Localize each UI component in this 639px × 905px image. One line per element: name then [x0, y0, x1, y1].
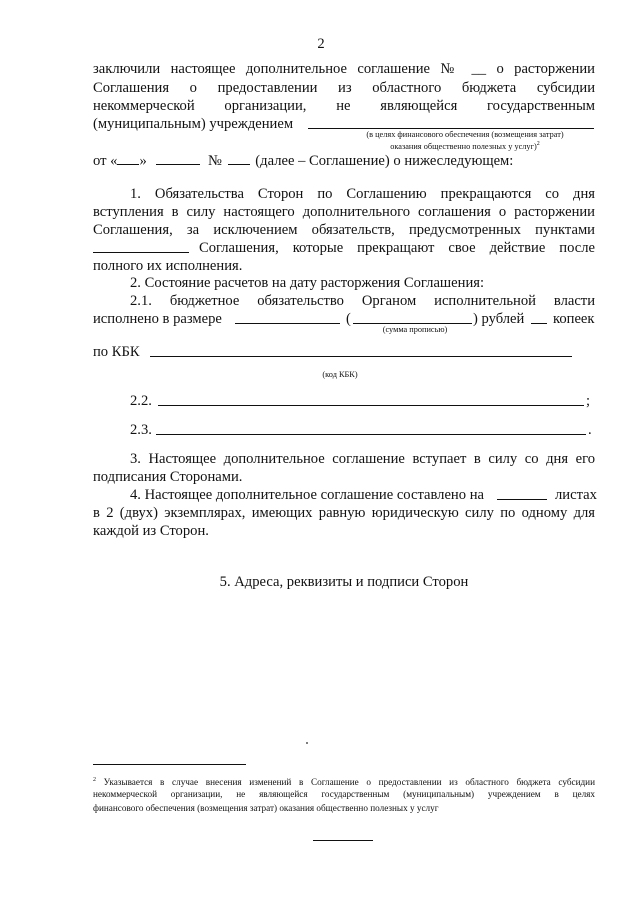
clause1-line-1: 1. Обязательства Сторон по Соглашению прекращаются со дня: [130, 186, 595, 202]
clause2-heading: 2. Состояние расчетов на дату расторжения Соглашения:: [130, 275, 485, 291]
kopecks-blank-line: [531, 323, 547, 324]
kbk-label: по КБК: [93, 344, 140, 360]
footnote-line-1: $^2$ Указывается в случае внесения изменений в Соглашение о предоставлении из областного бюджета субсидии: [93, 777, 596, 788]
clause1-line-5: полного их исполнения.: [93, 258, 243, 274]
clause2-1-amount-label: исполнено в размере: [93, 311, 222, 327]
clause1-line-2: вступления в силу настоящего дополнительного соглашения о расторжении: [93, 204, 595, 220]
clause2-3-label: 2.3.: [130, 422, 152, 438]
kopecks-label: копеек: [553, 311, 595, 327]
section5-heading: 5. Адреса, реквизиты и подписи Сторон: [219, 574, 469, 590]
clause3-line-2: подписания Сторонами.: [93, 469, 243, 485]
footnote-line-3: финансового обеспечения (возмещения затрат) оказания общественно полезных у услуг: [93, 803, 439, 813]
amount-words-blank-line: [353, 323, 472, 324]
clause1-line-4: Соглашения, которые прекращают свое действие после: [199, 240, 595, 256]
kbk-caption: (код КБК): [322, 370, 358, 379]
clause2-2-label: 2.2.: [130, 393, 152, 409]
clause2-3-end: .: [588, 422, 592, 438]
intro-note-line-1: (в целях финансового обеспечения (возмещения затрат): [366, 130, 564, 139]
page-number: 2: [317, 36, 325, 52]
sheets-blank-line: [497, 499, 547, 500]
number-blank: [228, 150, 250, 165]
bottom-rule: [313, 840, 373, 841]
kbk-blank-line: [150, 356, 572, 357]
amount-blank-line: [235, 323, 340, 324]
sheets-label: листах: [555, 487, 597, 503]
clause4-line-3: каждой из Сторон.: [93, 523, 209, 539]
paren-open: (: [346, 311, 351, 327]
clause4-line-1: 4. Настоящее дополнительное соглашение составлено на: [130, 487, 484, 503]
organization-blank-line: [308, 128, 594, 129]
intro-line-2: Соглашения о предоставлении из областного бюджета субсидии: [93, 80, 595, 96]
intro-line-1: заключили настоящее дополнительное соглашение № __ о расторжении: [93, 61, 595, 77]
clause4-line-2: в 2 (двух) экземплярах, имеющих равную юридическую силу по одному для: [93, 505, 595, 521]
clause2-3-blank-line: [156, 434, 586, 435]
intro-note-line-2: оказания общественно полезных у услуг)$^2$: [390, 141, 540, 151]
footnote-line-2: некоммерческой организации, не являющейся государственным (муниципальным) учреждением в целях: [93, 789, 595, 799]
rubles-label: ) рублей: [473, 311, 525, 327]
clause2-1-line-1: 2.1. бюджетное обязательство Органом исполнительной власти: [130, 293, 595, 309]
clause1-line-3: Соглашения, за исключением обязательств, предусмотренных пунктами: [93, 222, 595, 238]
stray-dot: [306, 742, 308, 744]
clause2-2-end: ;: [586, 393, 591, 409]
clauses-blank-line: [93, 252, 189, 253]
intro-line-3: некоммерческой организации, не являющейся государственным: [93, 98, 595, 114]
clause3-line-1: 3. Настоящее дополнительное соглашение вступает в силу со дня его: [130, 451, 595, 467]
sum-in-words-caption: (сумма прописью): [382, 325, 448, 334]
clause2-2-blank-line: [158, 405, 584, 406]
footnote-separator: [93, 764, 246, 765]
date-line: от « » № (далее – Соглашение) о нижеследующем:: [93, 150, 513, 170]
intro-line-4: (муниципальным) учреждением: [93, 116, 294, 132]
month-blank: [156, 150, 200, 165]
day-blank: [117, 150, 139, 165]
